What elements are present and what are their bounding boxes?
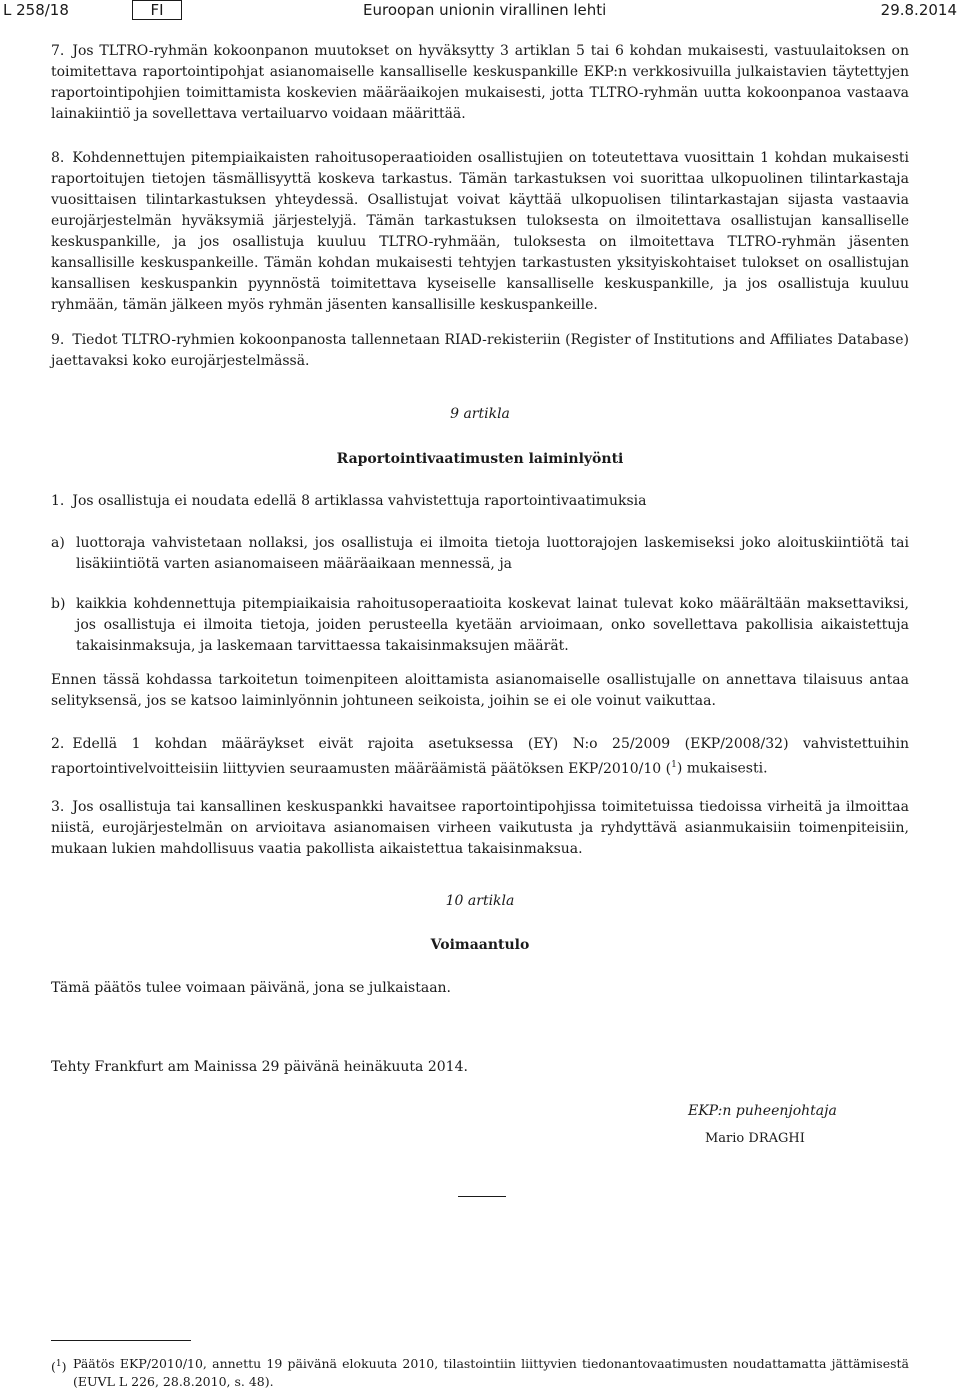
article-9-paragraph-3 (51, 797, 909, 860)
page-header (0, 0, 960, 22)
footnote-marker: ($^1$) (51, 1359, 67, 1375)
footnote-text: Päätös EKP/2010/10, annettu 19 päivänä elokuuta 2010, tilastointiin liittyvien tiedonantovaatimusten noudattamatta jättämisestä (EUVL L 226, 28.8.2010, s. 48). (73, 1356, 909, 1389)
article-9-title: Raportointivaatimusten laiminlyönti (336, 451, 624, 467)
article-9-closing-text: Ennen tässä kohdassa tarkoitetun toimenpiteen aloittamista asianomaiselle osallistujalle on annettava tilaisuus antaa selityksensä, jos se katsoo laiminlyönnin johtuneen seikoista, joihin se ei ole voinut vaikuttaa. (51, 672, 909, 709)
list-marker: a) (51, 535, 65, 551)
paragraph-text: Tiedot TLTRO-ryhmien kokoonpanosta tallennetaan RIAD-rekisteriin (Register of Institutions and Affiliates Database) jaettavaksi koko eurojärjestelmässä. (51, 332, 909, 369)
article-9-paragraph-2 (51, 734, 909, 780)
article-10-title: Voimaantulo (430, 937, 530, 953)
footnote-divider (51, 1340, 191, 1341)
list-marker: b) (51, 596, 66, 612)
paragraph-text: Jos TLTRO-ryhmän kokoonpanon muutokset on hyväksytty 3 artiklan 5 tai 6 kohdan mukaisesti, vastuulaitoksen on toimitettava raportointipohjat asianomaiselle kansalliselle keskuspankille EKP:n verkkosivuilla julkaistavien täytettyjen raportointipohjien toimittamista koskevien määräaikojen mukaisesti, jotta TLTRO-ryhmän uutta kokoonpanoa vastaava lainakiintiö ja sovellettava vertailuarvo voidaan määrittää. (51, 43, 909, 122)
article-9-paragraph-1 (51, 491, 646, 512)
paragraph-text: Edellä 1 kohdan määräykset eivät rajoita asetuksessa (EY) N:o 25/2009 (EKP/2008/32) vahvistettuihin raportointivelvoitteisiin liittyvien seuraamusten määräämistä päätöksen EKP/2010/10 ( (51, 736, 909, 777)
paragraph-number: 7. (51, 43, 65, 59)
article-10-number: 10 artikla (445, 893, 515, 909)
paragraph-text-end: ) mukaisesti. (676, 760, 768, 777)
footnote-reference[interactable]: 1 (671, 760, 677, 770)
article-10-text: Tämä päätös tulee voimaan päivänä, jona se julkaistaan. (51, 980, 452, 996)
list-item-text: luottoraja vahvistetaan nollaksi, jos osallistuja ei ilmoita tietoja luottorajojen laskemiseksi joko aloituskiintiötä tai lisäkiintiötä varten asianomaiseen määräaikaan mennessä, ja (76, 535, 909, 572)
paragraph-text: Jos osallistuja ei noudata edellä 8 artiklassa vahvistettuja raportointivaatimuksia (72, 493, 647, 509)
signatory-name: Mario DRAGHI (705, 1131, 805, 1146)
paragraph-text: Jos osallistuja tai kansallinen keskuspankki havaitsee raportointipohjissa toimitetuissa tiedoissa virheitä ja ilmoittaa niistä, eurojärjestelmän on arvioitava asianomaisen virheen vaikutusta ja ryhdyttävä asianmukaisiin toimenpiteisiin, mukaan lukien mahdollisuus vaatia pakollista aikaistettua takaisinmaksua. (51, 799, 909, 857)
paragraph-number: 9. (51, 332, 65, 348)
list-item-a (51, 533, 909, 575)
paragraph-8 (51, 148, 909, 316)
publication-date: 29.8.2014 (880, 1, 957, 19)
paragraph-text: Kohdennettujen pitempiaikaisten rahoitusoperaatioiden osallistujien on toteutettava vuosittain 1 kohdan mukaisesti raportoitujen tietojen täsmällisyyttä koskeva tarkastus. Tämän tarkastuksen voi suorittaa ulkopuolinen tilintarkastaja vuosittaisen tilintarkastuksen yhteydessä. Osallistujat voivat käyttää ulkopuolisen tilintarkastajan sijasta vastaavia eurojärjestelmän hyväksymiä järjestelyjä. Tämän tarkastuksen tuloksesta on ilmoitettava osallistujan kansalliselle keskuspankille, ja jos osallistuja kuuluu TLTRO-ryhmään, tuloksesta on ilmoitettava TLTRO-ryhmän jäsenten kansallisille keskuspankeille. Tämän kohdan mukaisesti tehtyjen tarkastusten yksityiskohtaiset tulokset on osallistujan kansallisen keskuspankin pyynnöstä toimitettava kyseiselle kansalliselle keskuspankille, ja jos osallistuja kuuluu ryhmään, tämän jälkeen myös ryhmän jäsenten kansallisille keskuspankeille. (51, 150, 909, 313)
page-reference: L 258/18 (3, 1, 69, 19)
language-code-box: FI (132, 0, 182, 20)
list-item-text: kaikkia kohdennettuja pitempiaikaisia rahoitusoperaatioita koskevat lainat tulevat koko määrältään maksettaviksi, jos osallistuja ei ilmoita tietoja, joiden perusteella kyetään arvioimaan, onko sovellettava pakollisia aikaistettuja takaisinmaksuja, ja laskemaan tarvittaessa takaisinmaksujen määrät. (76, 596, 909, 654)
paragraph-number: 3. (51, 799, 65, 815)
footnote (51, 1355, 909, 1391)
paragraph-9 (51, 330, 909, 372)
place-and-date: Tehty Frankfurt am Mainissa 29 päivänä heinäkuuta 2014. (51, 1059, 468, 1075)
paragraph-number: 1. (51, 493, 65, 509)
paragraph-7 (51, 41, 909, 125)
list-item-b (51, 594, 909, 657)
signatory-title: EKP:n puheenjohtaja (688, 1103, 837, 1119)
journal-title: Euroopan unionin virallinen lehti (363, 1, 607, 19)
paragraph-number: 8. (51, 150, 65, 166)
article-9-number: 9 artikla (450, 406, 510, 422)
end-divider (458, 1196, 506, 1197)
paragraph-number: 2. (51, 736, 65, 752)
